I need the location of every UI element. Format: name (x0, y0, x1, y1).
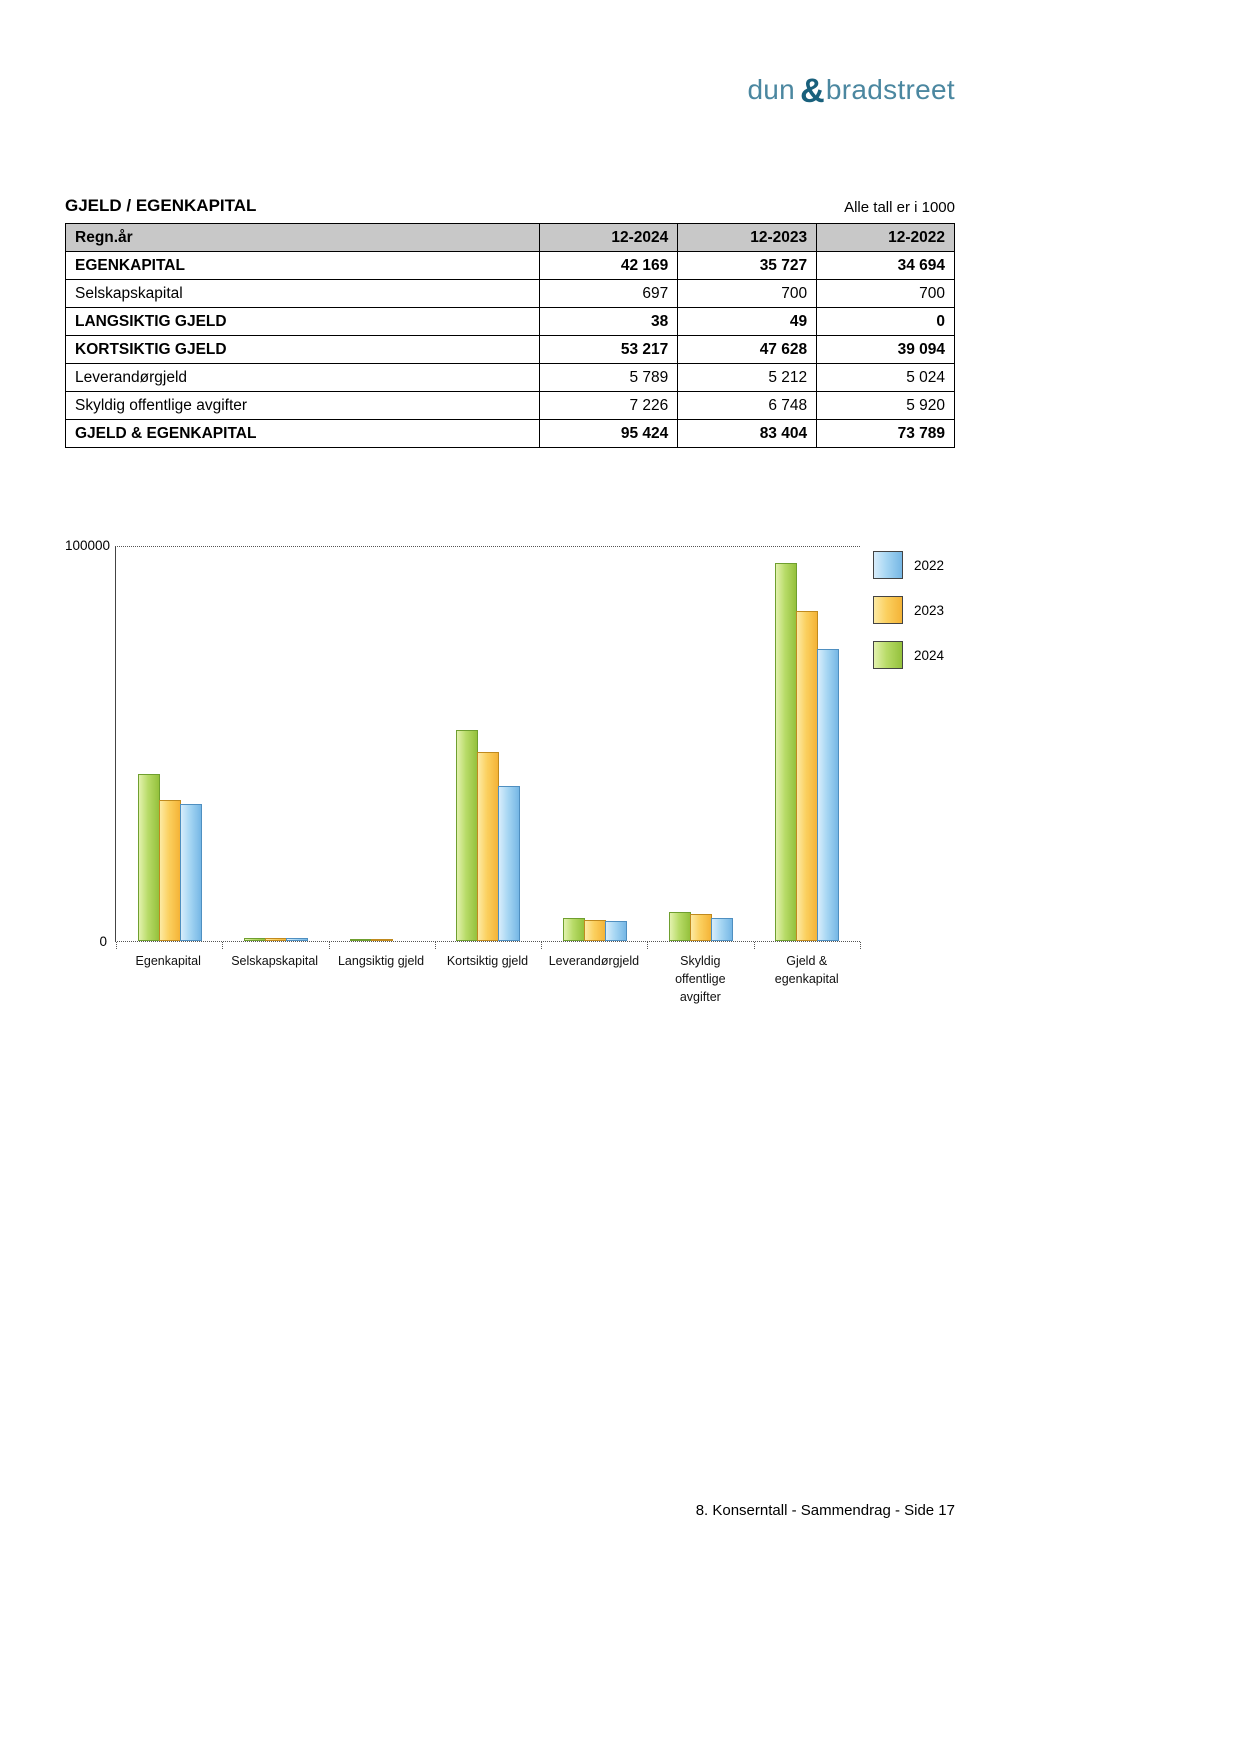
row-value: 7 226 (540, 392, 678, 420)
bar-2024 (244, 938, 266, 941)
y-axis-tick-max: 100000 (65, 538, 111, 553)
bar-2024 (138, 774, 160, 941)
row-label: GJELD & EGENKAPITAL (66, 420, 540, 448)
table-row (66, 252, 955, 280)
table-title: GJELD / EGENKAPITAL (65, 196, 257, 215)
bar-2022 (711, 918, 733, 941)
column-header-label: Regn.år (66, 224, 540, 252)
axis-tick (860, 942, 861, 949)
axis-tick (647, 942, 648, 949)
table-row (66, 280, 955, 308)
financial-table (65, 223, 955, 448)
bar-group (116, 547, 222, 941)
row-value: 34 694 (817, 252, 955, 280)
bar-group (754, 547, 860, 941)
legend-swatch-2024 (873, 641, 903, 669)
logo-text-dun: dun (747, 74, 796, 105)
category-label: Egenkapital (135, 954, 201, 968)
row-value: 49 (678, 308, 817, 336)
row-label: Leverandørgjeld (66, 364, 540, 392)
bar-2022 (605, 921, 627, 941)
chart-category-labels (115, 952, 860, 1006)
legend-item (873, 551, 944, 579)
category-label: Langsiktig gjeld (337, 954, 425, 968)
row-value: 39 094 (817, 336, 955, 364)
bar-2023 (690, 914, 712, 941)
legend-item (873, 596, 944, 624)
row-label: EGENKAPITAL (66, 252, 540, 280)
table-row (66, 420, 955, 448)
row-value: 697 (540, 280, 678, 308)
bar-group (541, 547, 647, 941)
legend-swatch-2022 (873, 551, 903, 579)
row-value: 0 (817, 308, 955, 336)
table-header-row (66, 224, 955, 252)
bar-2023 (477, 752, 499, 941)
balance-bar-chart (65, 538, 955, 1016)
bar-2023 (796, 611, 818, 941)
table-row (66, 308, 955, 336)
row-label: Skyldig offentlige avgifter (66, 392, 540, 420)
y-axis-tick-min: 0 (99, 934, 107, 949)
bar-2024 (456, 730, 478, 941)
bar-2023 (371, 939, 393, 941)
row-value: 5 920 (817, 392, 955, 420)
row-label: LANGSIKTIG GJELD (66, 308, 540, 336)
bar-group (329, 547, 435, 941)
bar-group (647, 547, 753, 941)
row-value: 700 (817, 280, 955, 308)
row-value: 95 424 (540, 420, 678, 448)
row-value: 83 404 (678, 420, 817, 448)
category-label: Gjeld & egenkapital (774, 954, 839, 987)
row-value: 5 024 (817, 364, 955, 392)
page-footer: 8. Konserntall - Sammendrag - Side 17 (695, 1502, 955, 1519)
bar-2024 (563, 918, 585, 941)
logo-ampersand-icon: & (800, 72, 825, 110)
chart-plot-area (115, 546, 860, 942)
bar-2024 (350, 939, 372, 941)
bar-2022 (180, 804, 202, 941)
table-body (66, 252, 955, 448)
row-value: 47 628 (678, 336, 817, 364)
category-label: Skyldig offentlige avgifter (675, 954, 726, 1005)
dun-bradstreet-logo (65, 72, 955, 110)
axis-tick (116, 942, 117, 949)
bar-group (222, 547, 328, 941)
bar-2023 (265, 938, 287, 941)
axis-tick (754, 942, 755, 949)
row-value: 73 789 (817, 420, 955, 448)
logo-text-bradstreet: bradstreet (825, 74, 955, 105)
table-caption-row (65, 196, 955, 216)
bar-2022 (498, 786, 520, 941)
table-unit-note: Alle tall er i 1000 (844, 199, 955, 216)
category-label: Selskapskapital (231, 954, 319, 968)
category-label: Kortsiktig gjeld (446, 954, 529, 968)
row-value: 6 748 (678, 392, 817, 420)
row-value: 5 789 (540, 364, 678, 392)
axis-tick (329, 942, 330, 949)
row-value: 42 169 (540, 252, 678, 280)
column-header-year: 12-2023 (678, 224, 817, 252)
bar-2023 (159, 800, 181, 941)
table-row (66, 364, 955, 392)
bar-2022 (817, 649, 839, 941)
table-row (66, 336, 955, 364)
row-value: 53 217 (540, 336, 678, 364)
legend-item (873, 641, 944, 669)
row-value: 38 (540, 308, 678, 336)
bar-2022 (286, 938, 308, 941)
content-area (65, 0, 955, 1754)
axis-tick (435, 942, 436, 949)
bar-2023 (584, 920, 606, 941)
row-label: Selskapskapital (66, 280, 540, 308)
bar-group (435, 547, 541, 941)
legend-label: 2024 (914, 647, 945, 663)
legend-label: 2023 (914, 602, 945, 618)
bar-2024 (775, 563, 797, 941)
column-header-year: 12-2024 (540, 224, 678, 252)
legend-swatch-2023 (873, 596, 903, 624)
bar-2024 (669, 912, 691, 941)
category-label: Leverandørgjeld (548, 954, 640, 968)
row-value: 5 212 (678, 364, 817, 392)
table-row (66, 392, 955, 420)
column-header-year: 12-2022 (817, 224, 955, 252)
chart-legend (873, 551, 944, 669)
row-value: 700 (678, 280, 817, 308)
axis-tick (222, 942, 223, 949)
row-value: 35 727 (678, 252, 817, 280)
row-label: KORTSIKTIG GJELD (66, 336, 540, 364)
legend-label: 2022 (914, 557, 945, 573)
axis-tick (541, 942, 542, 949)
